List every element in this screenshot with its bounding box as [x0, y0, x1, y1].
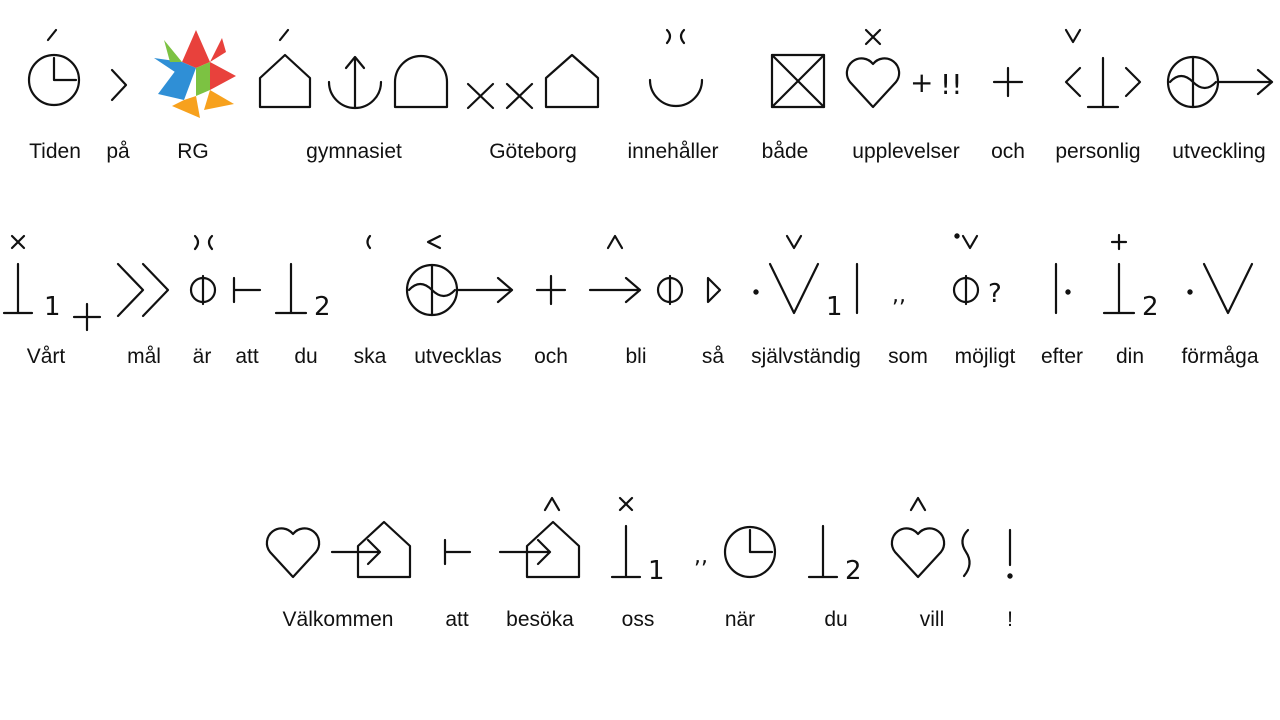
word-bade: både: [761, 140, 809, 163]
word-valkommen: Välkommen: [282, 608, 394, 631]
word-som: som: [888, 345, 928, 368]
symbol-sjalvstandig: [754, 236, 857, 322]
word-bli: bli: [625, 345, 647, 368]
symbol-du-1: [276, 264, 331, 322]
rg-logo: [154, 30, 236, 118]
symbol-att-2: [332, 522, 470, 577]
symbol-utveckling: [1168, 57, 1272, 107]
word-mal: mål: [127, 345, 161, 368]
symbol-utvecklas: [407, 236, 512, 315]
word-upplevelser: upplevelser: [852, 140, 960, 163]
symbol-besoka: [500, 498, 579, 577]
symbol-tiden: [29, 30, 79, 105]
word-vill: vill: [919, 608, 945, 631]
word-du: du: [824, 608, 848, 631]
svg-text:2: 2: [845, 556, 862, 586]
word-pa: på: [106, 140, 130, 163]
word-exclamation: !: [1007, 608, 1013, 631]
word-och: och: [534, 345, 568, 368]
word-utveckling: utveckling: [1172, 140, 1266, 163]
symbol-ar: [191, 236, 215, 304]
word-mojligt: möjligt: [954, 345, 1016, 368]
symbol-formaga: [1188, 264, 1252, 313]
word-formaga: förmåga: [1181, 345, 1259, 368]
word-och: och: [991, 140, 1025, 163]
svg-text:1: 1: [826, 292, 843, 322]
symbol-vill: [892, 498, 970, 577]
word-besoka: besöka: [506, 608, 574, 631]
symbol-bli: [590, 236, 682, 304]
symbol-din: [1104, 235, 1159, 322]
symbol-vart: [4, 236, 100, 330]
word-du: du: [294, 345, 318, 368]
word-ar: är: [192, 345, 212, 368]
symbol-bade: [744, 55, 824, 114]
word-sa: så: [701, 345, 725, 368]
word-sjalvstandig: självständig: [751, 345, 861, 368]
symbol-och-2: [537, 276, 565, 304]
svg-text:+: +: [910, 66, 934, 99]
svg-text:!!: !!: [940, 68, 963, 101]
svg-text:2: 2: [1142, 292, 1159, 322]
word-nar: när: [724, 608, 756, 631]
symbol-valkommen: [267, 528, 319, 577]
symbol-som: [892, 283, 906, 308]
symbol-nar: [694, 527, 775, 577]
svg-text:?: ?: [988, 279, 1002, 309]
symbol-mojligt: [954, 234, 1002, 309]
word-efter: efter: [1040, 345, 1084, 368]
symbol-efter: [1056, 264, 1070, 313]
symbol-ska: [368, 236, 371, 248]
word-rg: RG: [177, 140, 209, 163]
word-gymnasiet: gymnasiet: [306, 140, 402, 163]
symbol-gymnasiet: [260, 30, 447, 108]
symbol-innehaller: [650, 30, 702, 106]
word-oss: oss: [621, 608, 655, 631]
symbol-pa: [112, 70, 126, 100]
symbol-upplevelser: [847, 30, 963, 107]
svg-text:,,: ,,: [694, 544, 708, 569]
word-utvecklas: utvecklas: [414, 345, 502, 368]
symbol-och-1: [994, 68, 1022, 96]
word-vart: Vårt: [26, 345, 66, 368]
symbol-sa: [708, 278, 720, 302]
svg-text:1: 1: [44, 292, 61, 322]
symbol-mal: [118, 264, 168, 316]
word-din: din: [1115, 345, 1145, 368]
word-personlig: personlig: [1055, 140, 1141, 163]
svg-text:1: 1: [648, 556, 665, 586]
svg-text:,,: ,,: [892, 283, 906, 308]
symbol-goteborg: [468, 55, 598, 108]
symbol-personlig: [1066, 30, 1140, 107]
word-tiden: Tiden: [29, 140, 81, 163]
word-att: att: [445, 608, 469, 631]
word-goteborg: Göteborg: [489, 140, 577, 163]
word-innehaller: innehåller: [627, 140, 719, 163]
symbol-du-2: [809, 526, 862, 586]
svg-text:2: 2: [744, 86, 760, 114]
symbol-oss: [612, 498, 665, 586]
word-att: att: [235, 345, 259, 368]
symbol-exclamation: [1008, 530, 1011, 578]
symbol-att-1: [234, 278, 260, 302]
svg-text:2: 2: [314, 292, 331, 322]
word-ska: ska: [353, 345, 387, 368]
